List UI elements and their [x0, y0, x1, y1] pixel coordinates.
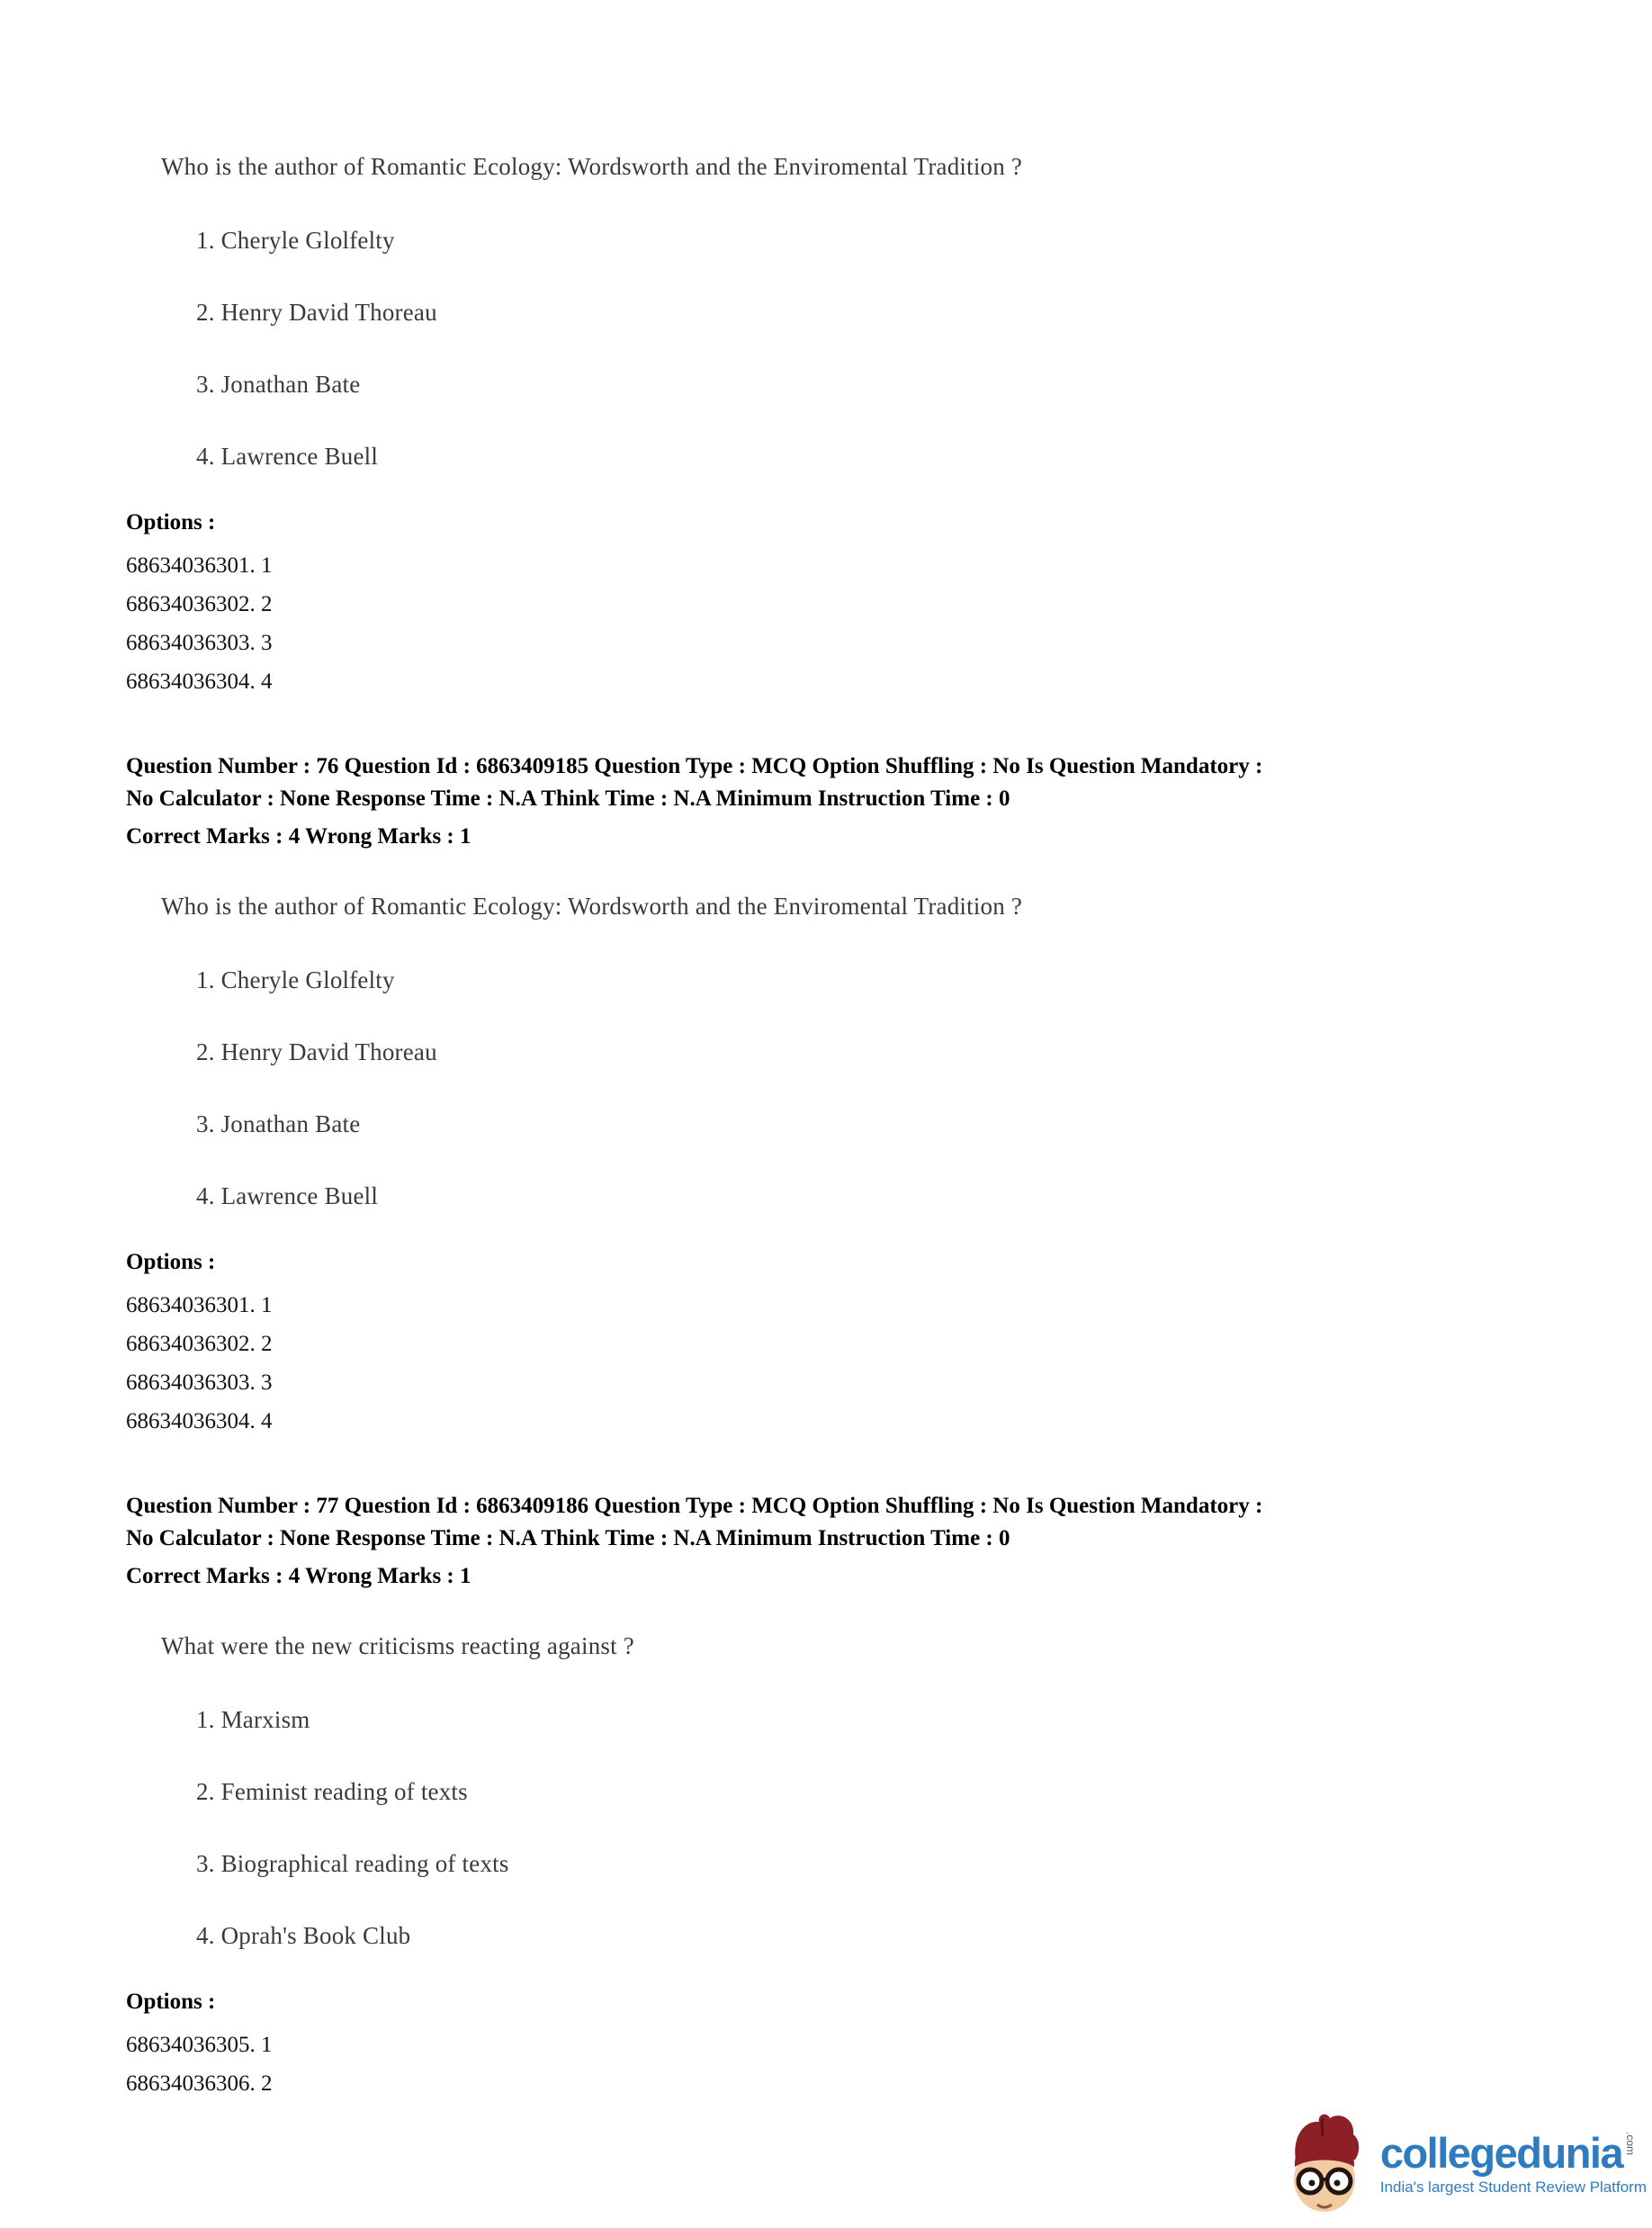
choice: 3. Jonathan Bate [196, 1110, 361, 1137]
option-id: 68634036301. 1 [126, 1293, 273, 1317]
choice: 4. Oprah's Book Club [196, 1922, 411, 1949]
options-label: Options : [126, 1250, 216, 1274]
brand-text [1379, 2129, 1647, 2197]
question-meta [126, 1490, 1530, 1593]
meta-line: Question Number : 76 Question Id : 6863409185 Question Type : MCQ Option Shuffling : No Is Question Mandatory : [126, 754, 1263, 778]
question-block-0 [126, 151, 1530, 701]
choice-list [126, 225, 1530, 472]
option-id: 68634036301. 1 [126, 553, 273, 578]
brand-row [1379, 2129, 1647, 2177]
meta-line: No Calculator : None Response Time : N.A Think Time : N.A Minimum Instruction Time : 0 [126, 786, 1010, 811]
choice-list [126, 965, 1530, 1211]
question-text: What were the new criticisms reacting against ? [161, 1632, 634, 1659]
options-label: Options : [126, 510, 216, 535]
option-id: 68634036305. 1 [126, 2033, 273, 2057]
question-text: Who is the author of Romantic Ecology: Wordsworth and the Enviromental Tradition ? [161, 153, 1023, 180]
option-id: 68634036302. 2 [126, 592, 273, 616]
choice: 3. Biographical reading of texts [196, 1850, 509, 1877]
brand-tagline: India's largest Student Review Platform [1379, 2179, 1647, 2196]
option-id-list [126, 546, 1530, 701]
meta-line: Question Number : 77 Question Id : 6863409186 Question Type : MCQ Option Shuffling : No Is Question Mandatory : [126, 1494, 1263, 1518]
collegedunia-logo [1270, 2109, 1647, 2219]
choice: 1. Cheryle Glolfelty [196, 966, 395, 993]
option-id: 68634036302. 2 [126, 1332, 273, 1356]
meta-marks-line: Correct Marks : 4 Wrong Marks : 1 [126, 824, 471, 849]
options-label: Options : [126, 1990, 216, 2014]
brand-name: collegedunia [1379, 2129, 1623, 2177]
question-block-77 [126, 1490, 1530, 2103]
choice: 2. Henry David Thoreau [196, 1038, 437, 1065]
option-id-list [126, 1286, 1530, 1441]
option-id: 68634036304. 4 [126, 669, 273, 694]
question-text: Who is the author of Romantic Ecology: Wordsworth and the Enviromental Tradition ? [161, 893, 1023, 920]
choice: 3. Jonathan Bate [196, 371, 361, 398]
option-id: 68634036306. 2 [126, 2071, 273, 2096]
meta-line: No Calculator : None Response Time : N.A Think Time : N.A Minimum Instruction Time : 0 [126, 1526, 1010, 1550]
meta-marks-line: Correct Marks : 4 Wrong Marks : 1 [126, 1564, 471, 1588]
choice: 2. Henry David Thoreau [196, 299, 437, 326]
collegedunia-mascot-icon [1270, 2109, 1371, 2219]
option-id-list [126, 2026, 1530, 2103]
option-id: 68634036304. 4 [126, 1409, 273, 1433]
brand-com-suffix: .com [1624, 2132, 1638, 2156]
choice: 1. Cheryle Glolfelty [196, 227, 395, 254]
question-block-76 [126, 750, 1530, 1441]
question-meta [126, 750, 1530, 853]
choice: 4. Lawrence Buell [196, 443, 379, 470]
choice: 2. Feminist reading of texts [196, 1778, 468, 1805]
choice-list [126, 1704, 1530, 1951]
option-id: 68634036303. 3 [126, 631, 273, 655]
choice: 1. Marxism [196, 1706, 310, 1733]
choice: 4. Lawrence Buell [196, 1182, 379, 1209]
option-id: 68634036303. 3 [126, 1370, 273, 1395]
